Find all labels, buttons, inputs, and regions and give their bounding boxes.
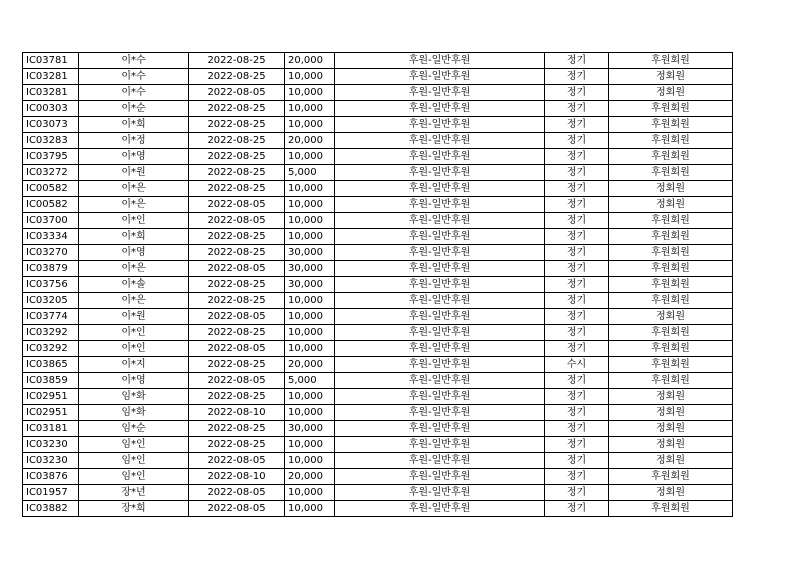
donor-name-cell: 이*인 [79, 213, 189, 229]
cycle-cell: 정기 [545, 437, 609, 453]
donor-name-cell: 이*은 [79, 293, 189, 309]
donor-name-cell: 임*화 [79, 389, 189, 405]
membership-cell: 후원회원 [609, 277, 733, 293]
donor-name-cell: 이*은 [79, 261, 189, 277]
category-cell: 후원-일반후원 [335, 405, 545, 421]
donation-date-cell: 2022-08-25 [189, 69, 285, 85]
donation-date-cell: 2022-08-05 [189, 197, 285, 213]
amount-cell: 10,000 [285, 101, 335, 117]
table-row [23, 101, 733, 117]
membership-cell: 정회원 [609, 405, 733, 421]
donor-id-cell: IC03230 [23, 453, 79, 469]
amount-cell: 20,000 [285, 133, 335, 149]
amount-cell: 20,000 [285, 53, 335, 69]
membership-cell: 후원회원 [609, 325, 733, 341]
membership-cell: 정회원 [609, 69, 733, 85]
table-row [23, 181, 733, 197]
cycle-cell: 정기 [545, 453, 609, 469]
table-row [23, 373, 733, 389]
donation-date-cell: 2022-08-25 [189, 437, 285, 453]
category-cell: 후원-일반후원 [335, 469, 545, 485]
category-cell: 후원-일반후원 [335, 485, 545, 501]
cycle-cell: 정기 [545, 69, 609, 85]
membership-cell: 후원회원 [609, 165, 733, 181]
donor-id-cell: IC03270 [23, 245, 79, 261]
donor-id-cell: IC03283 [23, 133, 79, 149]
table-row [23, 85, 733, 101]
category-cell: 후원-일반후원 [335, 53, 545, 69]
amount-cell: 10,000 [285, 181, 335, 197]
membership-cell: 정회원 [609, 421, 733, 437]
amount-cell: 10,000 [285, 405, 335, 421]
amount-cell: 10,000 [285, 341, 335, 357]
membership-cell: 후원회원 [609, 53, 733, 69]
donation-date-cell: 2022-08-25 [189, 181, 285, 197]
donor-name-cell: 임*인 [79, 469, 189, 485]
donor-name-cell: 이*원 [79, 165, 189, 181]
cycle-cell: 정기 [545, 485, 609, 501]
amount-cell: 10,000 [285, 293, 335, 309]
donation-date-cell: 2022-08-25 [189, 133, 285, 149]
cycle-cell: 정기 [545, 101, 609, 117]
donor-name-cell: 이*솔 [79, 277, 189, 293]
category-cell: 후원-일반후원 [335, 69, 545, 85]
amount-cell: 10,000 [285, 437, 335, 453]
cycle-cell: 정기 [545, 181, 609, 197]
membership-cell: 정회원 [609, 389, 733, 405]
donor-name-cell: 이*수 [79, 53, 189, 69]
category-cell: 후원-일반후원 [335, 373, 545, 389]
amount-cell: 10,000 [285, 117, 335, 133]
table-row [23, 421, 733, 437]
amount-cell: 10,000 [285, 325, 335, 341]
table-row [23, 293, 733, 309]
table-row [23, 245, 733, 261]
table-row [23, 309, 733, 325]
table-row [23, 133, 733, 149]
donation-date-cell: 2022-08-25 [189, 277, 285, 293]
category-cell: 후원-일반후원 [335, 437, 545, 453]
donation-date-cell: 2022-08-25 [189, 101, 285, 117]
category-cell: 후원-일반후원 [335, 357, 545, 373]
donor-name-cell: 이*영 [79, 373, 189, 389]
table-row [23, 437, 733, 453]
donor-id-cell: IC03230 [23, 437, 79, 453]
donor-id-cell: IC03292 [23, 325, 79, 341]
cycle-cell: 정기 [545, 421, 609, 437]
membership-cell: 후원회원 [609, 357, 733, 373]
membership-cell: 후원회원 [609, 133, 733, 149]
donor-name-cell: 이*수 [79, 85, 189, 101]
donor-id-cell: IC03281 [23, 85, 79, 101]
donor-name-cell: 이*희 [79, 117, 189, 133]
cycle-cell: 정기 [545, 469, 609, 485]
donor-id-cell: IC00582 [23, 197, 79, 213]
donation-date-cell: 2022-08-25 [189, 245, 285, 261]
cycle-cell: 정기 [545, 293, 609, 309]
table-row [23, 229, 733, 245]
cycle-cell: 정기 [545, 277, 609, 293]
cycle-cell: 정기 [545, 325, 609, 341]
donor-id-cell: IC03292 [23, 341, 79, 357]
table-row [23, 469, 733, 485]
table-row [23, 277, 733, 293]
table-row [23, 53, 733, 69]
category-cell: 후원-일반후원 [335, 133, 545, 149]
cycle-cell: 정기 [545, 85, 609, 101]
donor-id-cell: IC03181 [23, 421, 79, 437]
donor-id-cell: IC02951 [23, 389, 79, 405]
donor-id-cell: IC03205 [23, 293, 79, 309]
donation-date-cell: 2022-08-25 [189, 389, 285, 405]
amount-cell: 10,000 [285, 197, 335, 213]
donor-id-cell: IC00303 [23, 101, 79, 117]
category-cell: 후원-일반후원 [335, 101, 545, 117]
category-cell: 후원-일반후원 [335, 309, 545, 325]
donation-date-cell: 2022-08-25 [189, 165, 285, 181]
cycle-cell: 정기 [545, 389, 609, 405]
donor-name-cell: 임*순 [79, 421, 189, 437]
category-cell: 후원-일반후원 [335, 277, 545, 293]
donation-date-cell: 2022-08-05 [189, 453, 285, 469]
donor-name-cell: 이*은 [79, 181, 189, 197]
donation-date-cell: 2022-08-25 [189, 117, 285, 133]
amount-cell: 30,000 [285, 261, 335, 277]
donation-date-cell: 2022-08-05 [189, 309, 285, 325]
membership-cell: 정회원 [609, 181, 733, 197]
membership-cell: 후원회원 [609, 245, 733, 261]
membership-cell: 후원회원 [609, 149, 733, 165]
donation-date-cell: 2022-08-05 [189, 261, 285, 277]
table-row [23, 149, 733, 165]
amount-cell: 10,000 [285, 501, 335, 517]
donor-name-cell: 장*년 [79, 485, 189, 501]
donor-id-cell: IC03281 [23, 69, 79, 85]
category-cell: 후원-일반후원 [335, 165, 545, 181]
membership-cell: 후원회원 [609, 229, 733, 245]
amount-cell: 10,000 [285, 453, 335, 469]
amount-cell: 10,000 [285, 229, 335, 245]
table-row [23, 405, 733, 421]
donor-name-cell: 이*정 [79, 133, 189, 149]
category-cell: 후원-일반후원 [335, 261, 545, 277]
amount-cell: 10,000 [285, 69, 335, 85]
donor-id-cell: IC02951 [23, 405, 79, 421]
donor-id-cell: IC03781 [23, 53, 79, 69]
membership-cell: 정회원 [609, 197, 733, 213]
donor-name-cell: 이*인 [79, 341, 189, 357]
amount-cell: 20,000 [285, 469, 335, 485]
cycle-cell: 정기 [545, 53, 609, 69]
donation-date-cell: 2022-08-25 [189, 357, 285, 373]
amount-cell: 10,000 [285, 149, 335, 165]
cycle-cell: 정기 [545, 165, 609, 181]
table-row [23, 213, 733, 229]
donation-date-cell: 2022-08-25 [189, 149, 285, 165]
donation-date-cell: 2022-08-05 [189, 501, 285, 517]
membership-cell: 후원회원 [609, 501, 733, 517]
membership-cell: 후원회원 [609, 261, 733, 277]
amount-cell: 10,000 [285, 309, 335, 325]
cycle-cell: 정기 [545, 405, 609, 421]
membership-cell: 후원회원 [609, 213, 733, 229]
amount-cell: 10,000 [285, 485, 335, 501]
cycle-cell: 정기 [545, 501, 609, 517]
donation-date-cell: 2022-08-05 [189, 373, 285, 389]
membership-cell: 정회원 [609, 309, 733, 325]
amount-cell: 30,000 [285, 421, 335, 437]
amount-cell: 10,000 [285, 85, 335, 101]
table-row [23, 389, 733, 405]
membership-cell: 정회원 [609, 485, 733, 501]
donor-name-cell: 이*원 [79, 309, 189, 325]
cycle-cell: 정기 [545, 245, 609, 261]
donor-id-cell: IC03272 [23, 165, 79, 181]
table-row [23, 485, 733, 501]
cycle-cell: 정기 [545, 229, 609, 245]
table-row [23, 117, 733, 133]
donor-name-cell: 이*영 [79, 149, 189, 165]
category-cell: 후원-일반후원 [335, 389, 545, 405]
cycle-cell: 정기 [545, 133, 609, 149]
donation-date-cell: 2022-08-05 [189, 85, 285, 101]
amount-cell: 30,000 [285, 245, 335, 261]
category-cell: 후원-일반후원 [335, 421, 545, 437]
donation-date-cell: 2022-08-25 [189, 421, 285, 437]
donor-id-cell: IC03073 [23, 117, 79, 133]
donor-id-cell: IC03879 [23, 261, 79, 277]
donation-date-cell: 2022-08-25 [189, 325, 285, 341]
donor-id-cell: IC03865 [23, 357, 79, 373]
table-row [23, 357, 733, 373]
amount-cell: 20,000 [285, 357, 335, 373]
table-row [23, 197, 733, 213]
table-row [23, 261, 733, 277]
cycle-cell: 정기 [545, 213, 609, 229]
donor-id-cell: IC00582 [23, 181, 79, 197]
category-cell: 후원-일반후원 [335, 229, 545, 245]
donor-id-cell: IC03334 [23, 229, 79, 245]
donor-id-cell: IC03876 [23, 469, 79, 485]
category-cell: 후원-일반후원 [335, 85, 545, 101]
donor-name-cell: 임*인 [79, 453, 189, 469]
category-cell: 후원-일반후원 [335, 501, 545, 517]
donor-name-cell: 이*영 [79, 245, 189, 261]
donor-name-cell: 장*희 [79, 501, 189, 517]
cycle-cell: 수시 [545, 357, 609, 373]
donation-date-cell: 2022-08-05 [189, 485, 285, 501]
donor-id-cell: IC01957 [23, 485, 79, 501]
donor-id-cell: IC03700 [23, 213, 79, 229]
table-row [23, 501, 733, 517]
category-cell: 후원-일반후원 [335, 325, 545, 341]
donor-name-cell: 이*희 [79, 229, 189, 245]
donation-date-cell: 2022-08-25 [189, 229, 285, 245]
donor-id-cell: IC03774 [23, 309, 79, 325]
membership-cell: 후원회원 [609, 373, 733, 389]
category-cell: 후원-일반후원 [335, 117, 545, 133]
membership-cell: 후원회원 [609, 117, 733, 133]
amount-cell: 5,000 [285, 373, 335, 389]
amount-cell: 5,000 [285, 165, 335, 181]
donation-table [22, 52, 733, 517]
cycle-cell: 정기 [545, 309, 609, 325]
cycle-cell: 정기 [545, 341, 609, 357]
membership-cell: 후원회원 [609, 101, 733, 117]
category-cell: 후원-일반후원 [335, 245, 545, 261]
donation-date-cell: 2022-08-25 [189, 293, 285, 309]
category-cell: 후원-일반후원 [335, 197, 545, 213]
category-cell: 후원-일반후원 [335, 181, 545, 197]
cycle-cell: 정기 [545, 373, 609, 389]
donor-name-cell: 이*수 [79, 69, 189, 85]
membership-cell: 후원회원 [609, 293, 733, 309]
table-row [23, 165, 733, 181]
table-row [23, 69, 733, 85]
amount-cell: 30,000 [285, 277, 335, 293]
donor-id-cell: IC03795 [23, 149, 79, 165]
table-row [23, 325, 733, 341]
category-cell: 후원-일반후원 [335, 149, 545, 165]
table-body [23, 53, 733, 517]
donor-name-cell: 임*인 [79, 437, 189, 453]
category-cell: 후원-일반후원 [335, 341, 545, 357]
donation-date-cell: 2022-08-05 [189, 213, 285, 229]
donor-id-cell: IC03859 [23, 373, 79, 389]
donation-date-cell: 2022-08-25 [189, 53, 285, 69]
membership-cell: 정회원 [609, 453, 733, 469]
donor-id-cell: IC03882 [23, 501, 79, 517]
membership-cell: 후원회원 [609, 341, 733, 357]
donor-name-cell: 이*인 [79, 325, 189, 341]
donor-id-cell: IC03756 [23, 277, 79, 293]
table-row [23, 341, 733, 357]
cycle-cell: 정기 [545, 261, 609, 277]
donation-date-cell: 2022-08-10 [189, 469, 285, 485]
category-cell: 후원-일반후원 [335, 213, 545, 229]
membership-cell: 정회원 [609, 85, 733, 101]
donor-name-cell: 이*순 [79, 101, 189, 117]
donation-date-cell: 2022-08-10 [189, 405, 285, 421]
donation-date-cell: 2022-08-05 [189, 341, 285, 357]
category-cell: 후원-일반후원 [335, 453, 545, 469]
cycle-cell: 정기 [545, 197, 609, 213]
table-row [23, 453, 733, 469]
donor-name-cell: 이*은 [79, 197, 189, 213]
donor-name-cell: 이*지 [79, 357, 189, 373]
membership-cell: 정회원 [609, 437, 733, 453]
cycle-cell: 정기 [545, 117, 609, 133]
amount-cell: 10,000 [285, 213, 335, 229]
amount-cell: 10,000 [285, 389, 335, 405]
category-cell: 후원-일반후원 [335, 293, 545, 309]
membership-cell: 후원회원 [609, 469, 733, 485]
cycle-cell: 정기 [545, 149, 609, 165]
donor-name-cell: 임*화 [79, 405, 189, 421]
